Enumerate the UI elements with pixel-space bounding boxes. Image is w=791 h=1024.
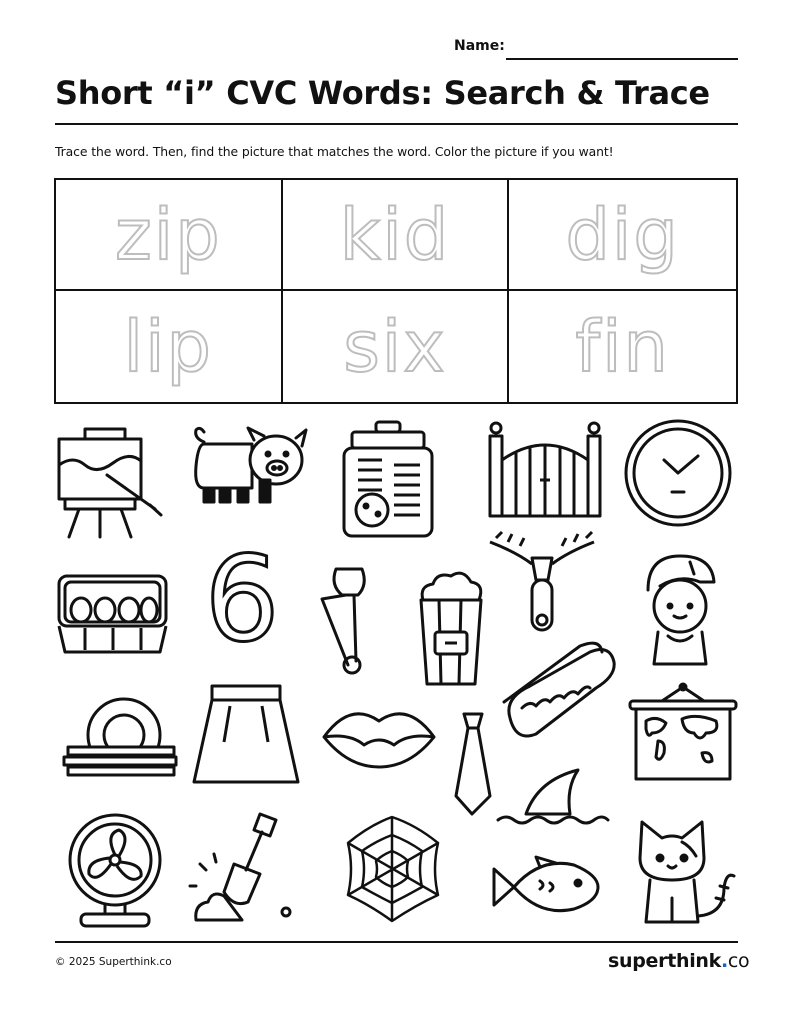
title-divider	[55, 123, 738, 125]
name-label: Name:	[454, 38, 505, 54]
easel-icon[interactable]	[55, 425, 165, 540]
brand-logo	[608, 950, 749, 972]
trace-cell[interactable]	[283, 291, 510, 402]
safety-pin-icon[interactable]	[318, 565, 378, 677]
boy-icon[interactable]	[640, 552, 720, 667]
instructions: Trace the word. Then, find the picture that matches the word. Color the picture if you want!	[55, 144, 614, 159]
plates-icon[interactable]	[62, 695, 180, 780]
trace-cell[interactable]	[509, 180, 736, 291]
lips-icon[interactable]	[320, 705, 438, 770]
shark-fin-icon[interactable]	[494, 766, 612, 828]
trace-word: kid	[339, 193, 451, 276]
gate-icon[interactable]	[486, 420, 604, 520]
trace-word: zip	[115, 193, 222, 276]
egg-carton-icon[interactable]	[55, 572, 170, 657]
spider-web-icon[interactable]	[340, 813, 445, 925]
trace-word: fin	[575, 305, 670, 388]
trace-word: dig	[565, 193, 680, 276]
copyright: © 2025 Superthink.co	[55, 956, 172, 968]
six-icon[interactable]	[200, 530, 285, 668]
trace-grid	[54, 178, 738, 404]
brand-tld: co	[727, 950, 750, 972]
pig-icon[interactable]	[190, 422, 310, 510]
zipper-icon[interactable]	[486, 528, 598, 638]
trace-cell[interactable]	[283, 180, 510, 291]
trace-word: six	[343, 305, 447, 388]
trace-cell[interactable]	[509, 291, 736, 402]
fish-icon[interactable]	[490, 855, 602, 920]
map-icon[interactable]	[628, 683, 738, 783]
clock-icon[interactable]	[620, 418, 737, 528]
page-title: Short “i” CVC Words: Search & Trace	[55, 74, 710, 112]
skirt-icon[interactable]	[190, 682, 302, 787]
trace-cell[interactable]	[56, 291, 283, 402]
name-line[interactable]	[506, 58, 738, 60]
shovel-icon[interactable]	[190, 810, 300, 925]
tie-icon[interactable]	[452, 710, 494, 818]
footer-divider	[55, 941, 738, 943]
cat-icon[interactable]	[632, 818, 737, 926]
brand-main: superthink	[608, 950, 721, 972]
trace-word: lip	[123, 305, 213, 388]
hot-dog-icon[interactable]	[500, 638, 618, 748]
popcorn-icon[interactable]	[415, 570, 487, 688]
brand-dot: .	[720, 950, 728, 972]
six-numeral: 6	[204, 530, 280, 668]
trace-cell[interactable]	[56, 180, 283, 291]
fan-icon[interactable]	[65, 812, 165, 930]
cookie-jar-icon[interactable]	[338, 420, 438, 540]
